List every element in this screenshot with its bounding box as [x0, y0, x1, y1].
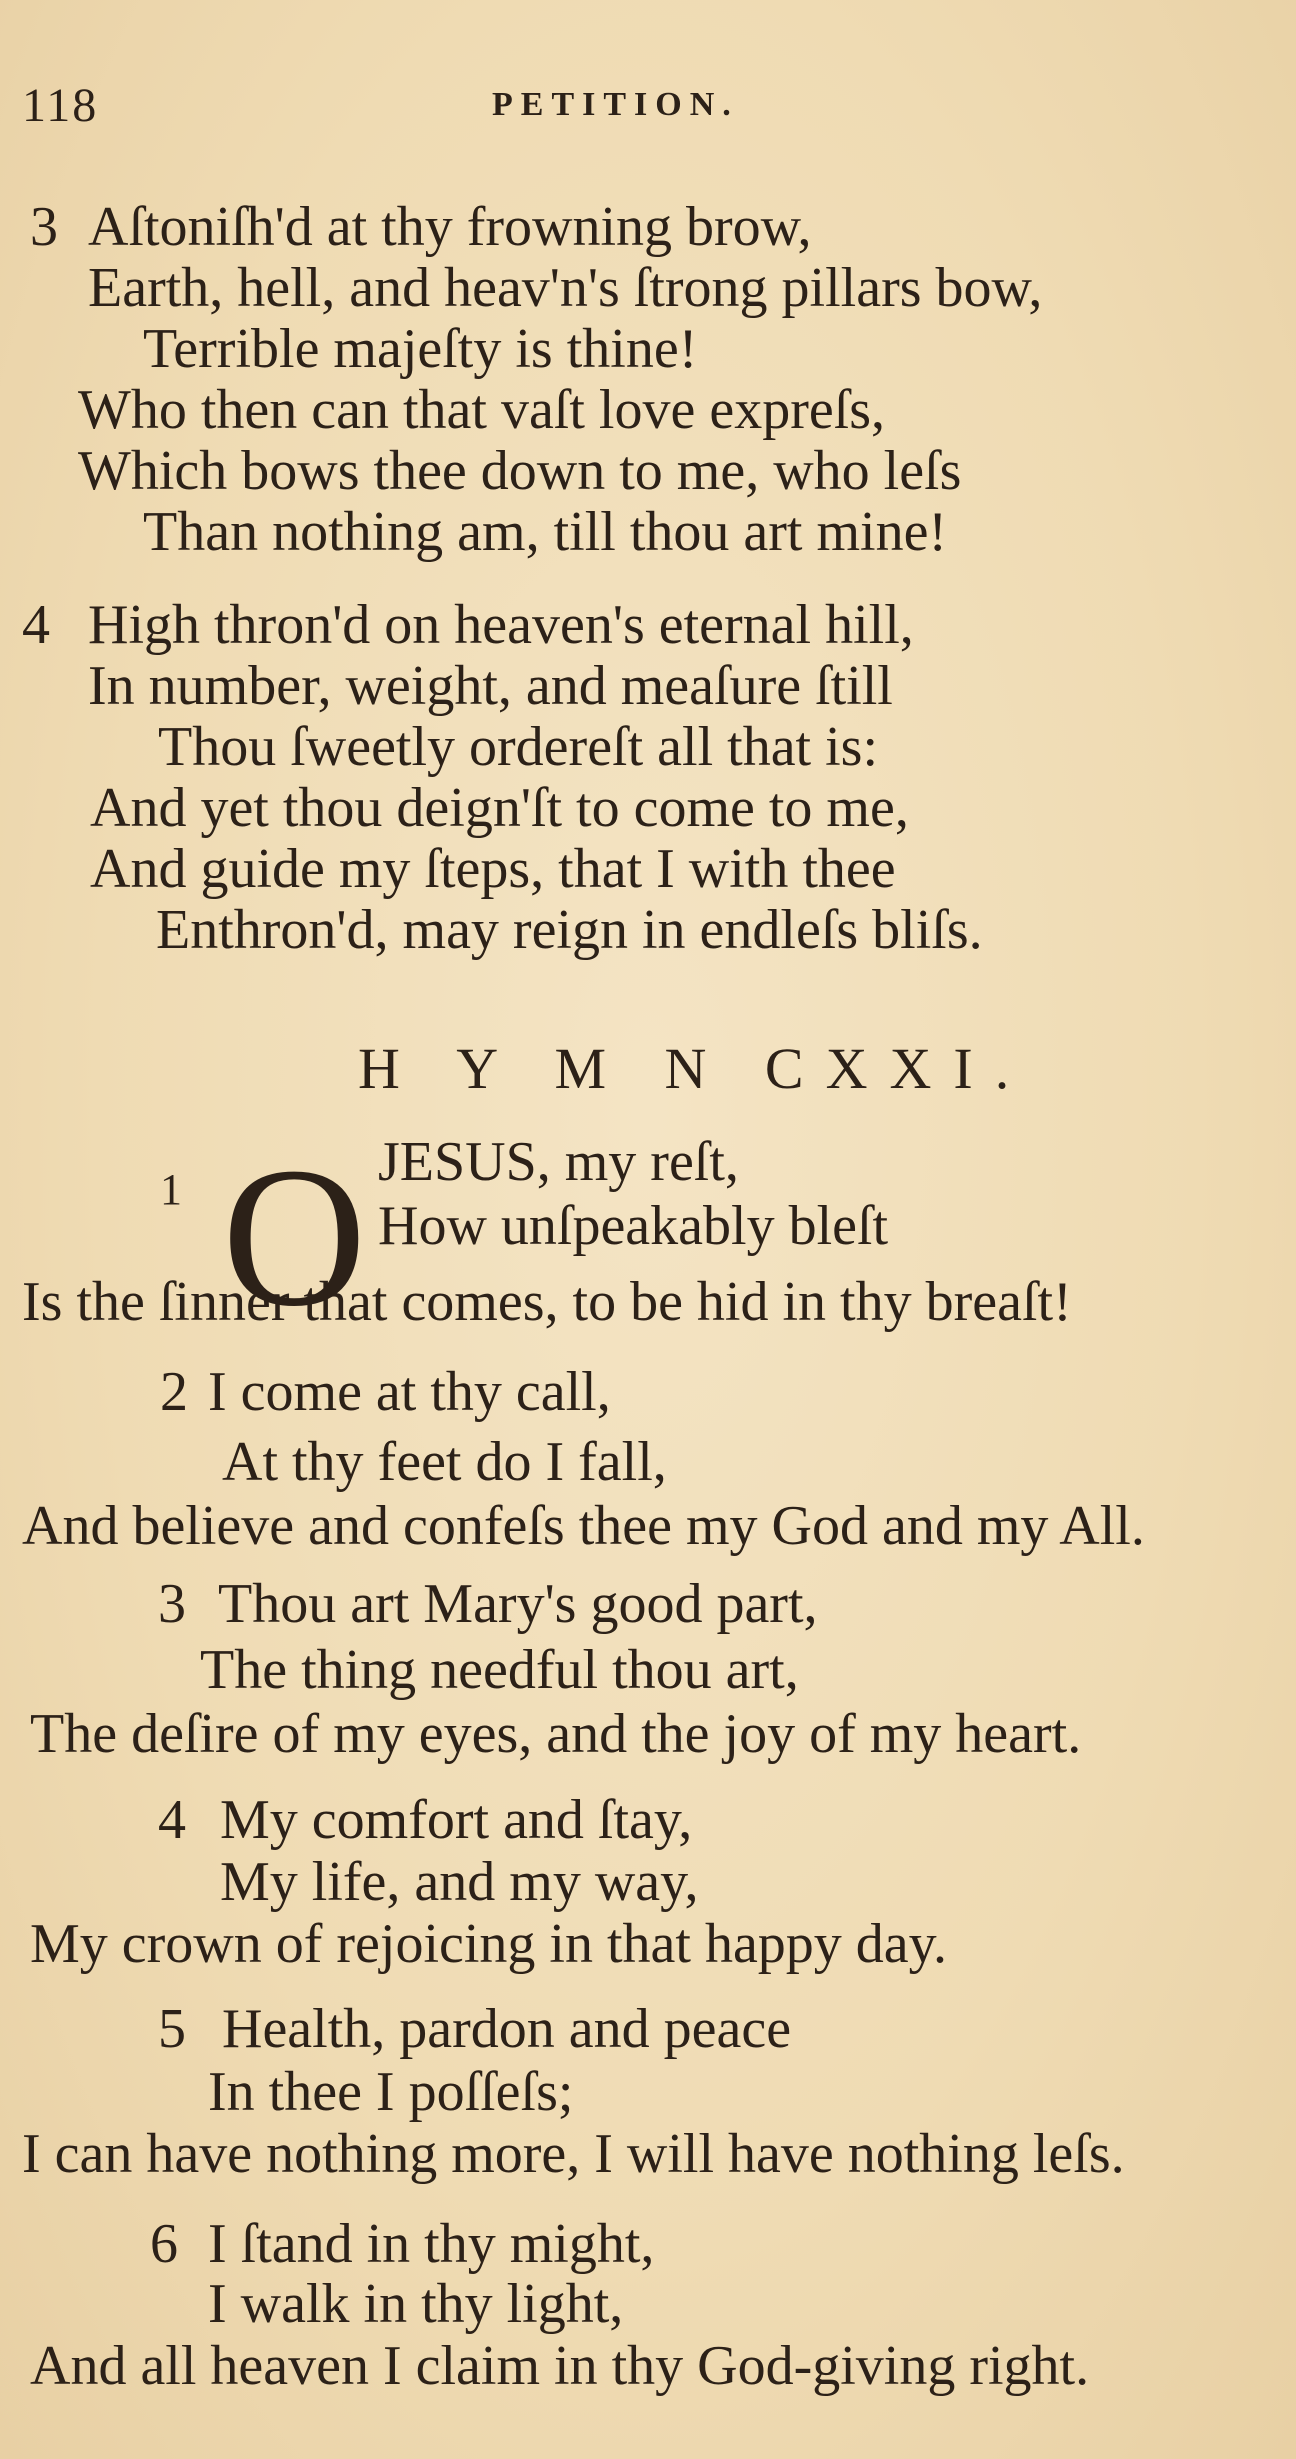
verse-line: JESUS, my reſt,: [378, 1131, 739, 1193]
stanza-number: 5: [158, 1998, 186, 2060]
verse-line: Thou art Mary's good part,: [218, 1573, 818, 1635]
drop-cap: O: [222, 1127, 367, 1348]
verse-line: Is the ſinner that comes, to be hid in thy breaſt!: [22, 1271, 1072, 1333]
verse-line: Health, pardon and peace: [222, 1998, 792, 2060]
hymn-title: H Y M N CXXI.: [358, 1036, 1032, 1101]
verse-line: The deſire of my eyes, and the joy of my heart.: [30, 1703, 1082, 1765]
stanza-number: 2: [160, 1361, 188, 1423]
verse-line: I can have nothing more, I will have nothing leſs.: [22, 2123, 1125, 2185]
stanza-number: 6: [150, 2213, 178, 2275]
page-header: [0, 78, 1296, 138]
running-head: PETITION.: [492, 86, 739, 123]
verse-line: Thou ſweetly ordereſt all that is:: [158, 716, 879, 778]
stanza-number: 4: [158, 1789, 186, 1851]
verse-line: The thing needful thou art,: [200, 1639, 799, 1701]
verse-line: In number, weight, and meaſure ſtill: [88, 655, 893, 717]
verse-line: Who then can that vaſt love expreſs,: [78, 379, 886, 441]
verse-line: My crown of rejoicing in that happy day.: [30, 1913, 948, 1975]
stanza-number: 3: [158, 1573, 186, 1635]
verse-line: High thron'd on heaven's eternal hill,: [88, 594, 914, 656]
verse-line: And guide my ſteps, that I with thee: [90, 838, 896, 900]
verse-line: I ſtand in thy might,: [208, 2213, 655, 2275]
verse-line: My life, and my way,: [220, 1851, 699, 1913]
verse-line: Aſtoniſh'd at thy frowning brow,: [88, 196, 812, 258]
verse-line: And yet thou deign'ſt to come to me,: [90, 777, 909, 839]
verse-line: How unſpeakably bleſt: [378, 1195, 889, 1257]
verse-line: And believe and confeſs thee my God and my All.: [22, 1495, 1145, 1557]
verse-line: And all heaven I claim in thy God-giving right.: [30, 2335, 1090, 2397]
verse-line: Than nothing am, till thou art mine!: [143, 501, 948, 563]
verse-line: At thy feet do I fall,: [222, 1431, 667, 1493]
verse-line: In thee I poſſeſs;: [208, 2061, 574, 2123]
verse-line: Which bows thee down to me, who leſs: [78, 440, 962, 502]
stanza-number: 4: [22, 594, 50, 656]
verse-line: Terrible majeſty is thine!: [143, 318, 698, 380]
stanza-number: 3: [30, 196, 58, 258]
stanza-number: 1: [160, 1165, 182, 1214]
page-number: 118: [22, 79, 99, 132]
verse-line: I come at thy call,: [208, 1361, 611, 1423]
verse-line: My comfort and ſtay,: [220, 1789, 693, 1851]
verse-line: Enthron'd, may reign in endleſs bliſs.: [156, 899, 983, 961]
verse-line: I walk in thy light,: [208, 2273, 624, 2335]
verse-line: Earth, hell, and heav'n's ſtrong pillars bow,: [88, 257, 1043, 319]
